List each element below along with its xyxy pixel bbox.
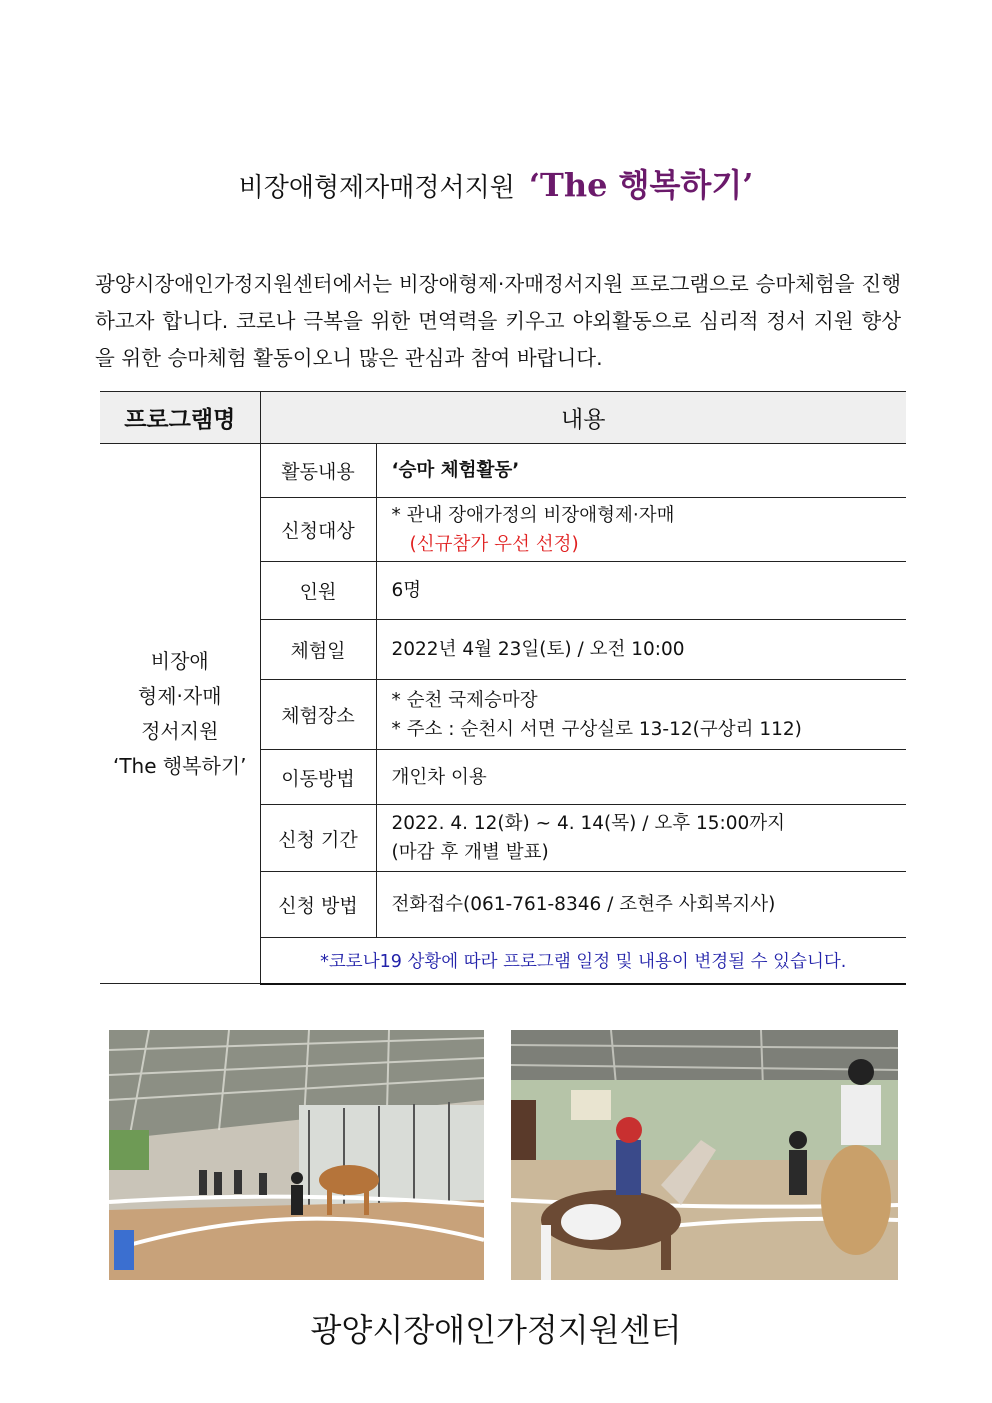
header-content: 내용 <box>260 392 906 444</box>
row-value <box>376 498 906 562</box>
riding-lesson-photo <box>511 1030 898 1280</box>
organization-name: 광양시장애인가정지원센터 <box>310 1311 682 1349</box>
row-label: 신청대상 <box>260 498 376 562</box>
program-name-line: 비장애 <box>150 648 209 673</box>
row-value: ‘승마 체험활동’ <box>376 444 906 498</box>
row-value-line: * 순천 국제승마장 <box>391 689 538 711</box>
row-value-line: * 관내 장애가정의 비장애형제·자매 <box>391 504 675 526</box>
row-value: 전화접수(061-761-8346 / 조현주 사회복지사) <box>376 872 906 938</box>
program-table <box>100 391 906 985</box>
row-value-line: (마감 후 개별 발표) <box>391 842 549 863</box>
program-name-cell <box>100 444 260 984</box>
row-label: 활동내용 <box>260 444 376 498</box>
row-value: 개인차 이용 <box>376 750 906 805</box>
riding-arena-photo <box>109 1030 484 1280</box>
table-header-row <box>100 392 906 444</box>
notice-text: *코로나19 상황에 따라 프로그램 일정 및 내용이 변경될 수 있습니다. <box>260 938 906 984</box>
table-row <box>100 444 906 498</box>
row-label: 신청 기간 <box>260 805 376 872</box>
title-prefix: 비장애형제자매정서지원 <box>238 173 515 203</box>
row-value <box>376 680 906 750</box>
row-value: 6명 <box>376 562 906 620</box>
program-name-line: ‘The 행복하기’ <box>112 753 247 778</box>
intro-paragraph: 광양시장애인가정지원센터에서는 비장애형제·자매정서지원 프로그램으로 승마체험을 진행하고자 합니다. 코로나 극복을 위한 면역력을 키우고 야외활동으로 심리적 정서 지원 향상을 위한 승마체험 활동이오니 많은 관심과 참여 바랍니다. <box>95 272 901 370</box>
row-label: 체험장소 <box>260 680 376 750</box>
title-brand: ‘The 행복하기’ <box>528 166 754 204</box>
program-name-line: 형제·자매 <box>137 683 222 708</box>
row-value-line: 2022. 4. 12(화) ~ 4. 14(목) / 오후 15:00까지 <box>391 813 786 834</box>
row-value <box>376 805 906 872</box>
row-label: 신청 방법 <box>260 872 376 938</box>
header-program: 프로그램명 <box>100 392 260 444</box>
row-label: 이동방법 <box>260 750 376 805</box>
program-name-line: 정서지원 <box>141 718 219 743</box>
row-value: 2022년 4월 23일(토) / 오전 10:00 <box>376 620 906 680</box>
page-title <box>0 160 992 206</box>
row-label: 인원 <box>260 562 376 620</box>
priority-note: (신규참가 우선 선정) <box>409 533 579 555</box>
row-label: 체험일 <box>260 620 376 680</box>
row-value-line: * 주소 : 순천시 서면 구상실로 13-12(구상리 112) <box>391 718 802 740</box>
